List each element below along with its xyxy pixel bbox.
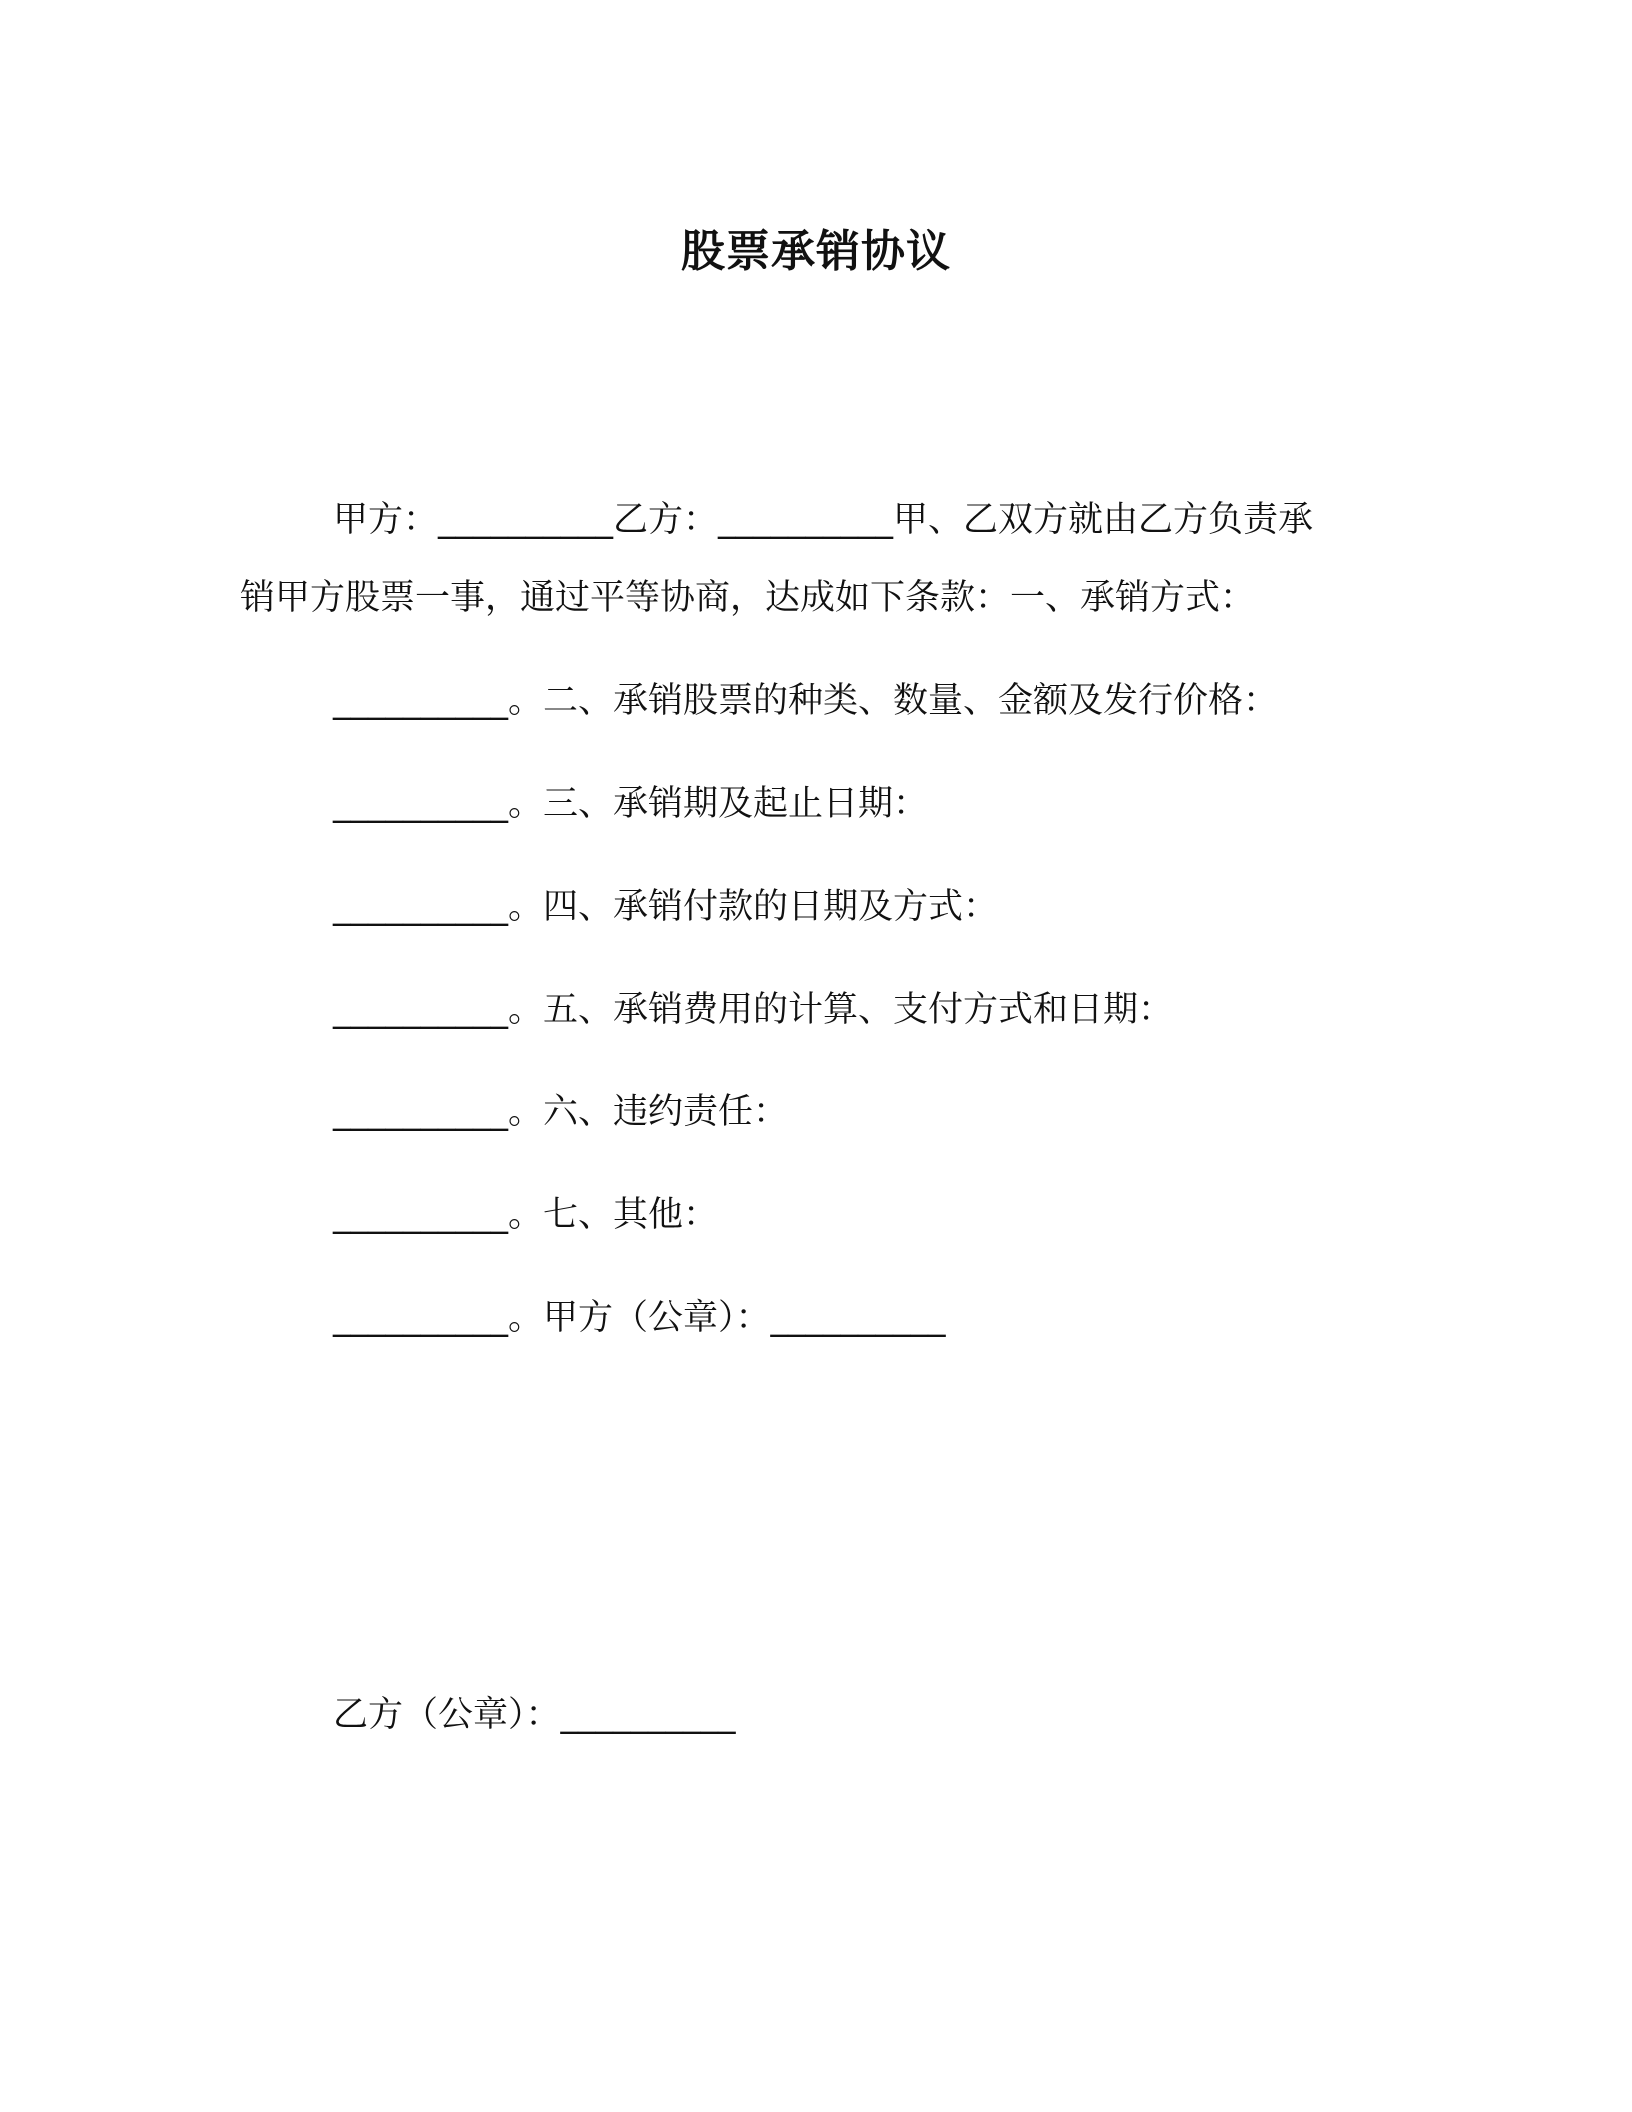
party-b-signature-line: 乙方（公章）：__________ xyxy=(333,1695,736,1735)
party-a-signature-line: __________。甲方（公章）：__________ xyxy=(333,1298,946,1338)
page-title: 股票承销协议 xyxy=(681,226,951,277)
clause-6-line: __________。六、违约责任： xyxy=(333,1092,789,1132)
clause-3-line: __________。三、承销期及起止日期： xyxy=(333,784,929,824)
clause-7-line: __________。七、其他： xyxy=(333,1195,719,1235)
clause-2-line: __________。二、承销股票的种类、数量、金额及发行价格： xyxy=(333,681,1279,721)
preamble-line-2: 销甲方股票一事，通过平等协商，达成如下条款：一、承销方式： xyxy=(240,578,1256,618)
clause-5-line: __________。五、承销费用的计算、支付方式和日期： xyxy=(333,990,1174,1030)
clause-4-line: __________。四、承销付款的日期及方式： xyxy=(333,887,999,927)
preamble-line-1: 甲方：__________乙方：__________甲、乙双方就由乙方负责承 xyxy=(333,500,1314,540)
